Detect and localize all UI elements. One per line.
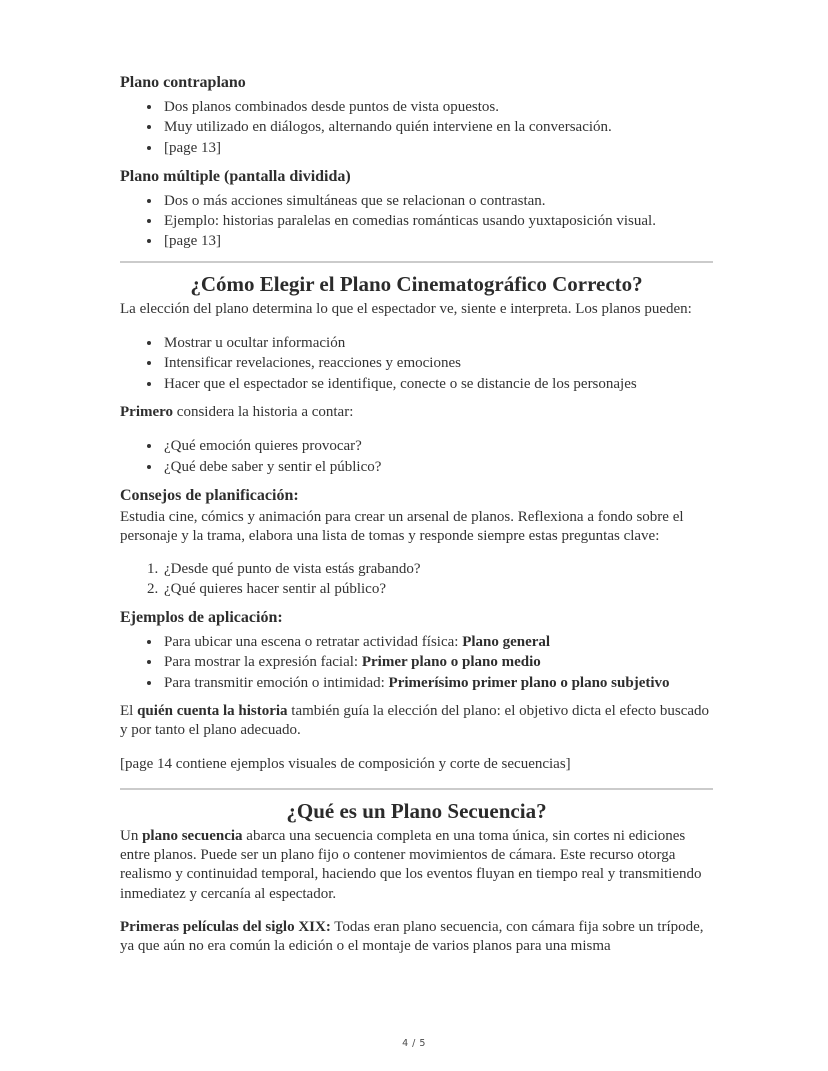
bullet-list-ejemplos <box>120 632 713 693</box>
numbered-item: 2. ¿Qué quieres hacer sentir al público? <box>162 580 713 599</box>
primero-rest-text: considera la historia a contar: <box>173 403 354 420</box>
primeras-rest-text: Todas eran plano secuencia, con cámara fija sobre un trípode, ya que aún no era común la edición o el montaje de varios planos para una misma <box>120 919 704 955</box>
bullet-list-capacidades <box>120 333 713 394</box>
bullet-item <box>162 652 713 672</box>
secuencia-post-text: abarca una secuencia completa en una toma única, sin cortes ni ediciones entre planos. Puede ser un plano fijo o contener movimientos de cámara. Este recurso otorga realismo y continuidad temporal, haciendo que los eventos fluyan en tiempo real y transmitiendo inmediatez y cercanía al espectador. <box>120 827 702 902</box>
section-divider <box>120 261 713 263</box>
secuencia-pre-text: Un <box>120 827 143 844</box>
secuencia-bold-text: plano secuencia <box>142 827 243 844</box>
ejemplo-plain-text: Para ubicar una escena o retratar actividad física: <box>164 634 463 651</box>
document-page <box>120 73 713 971</box>
bullet-item: • Hacer que el espectador se identifique, conecte o se distancie de los personajes <box>162 374 713 394</box>
section-divider <box>120 788 713 790</box>
bullet-item: • Ejemplo: historias paralelas en comedias románticas usando yuxtaposición visual. <box>162 211 713 231</box>
bullet-list-plano-multiple <box>120 191 713 252</box>
bullet-list-plano-contraplano <box>120 97 713 158</box>
heading-consejos: Consejos de planificación: <box>120 486 299 504</box>
ejemplo-bold-text: Plano general <box>462 634 551 651</box>
quien-pre-text: El <box>120 702 138 719</box>
bullet-item: • ¿Qué emoción quieres provocar? <box>162 436 713 456</box>
paragraph-consejos: Estudia cine, cómics y animación para crear un arsenal de planos. Reflexiona a fondo sobre el personaje y la trama, elabora una lista de tomas y responde siempre estas preguntas clave: <box>120 508 684 545</box>
ejemplo-bold-text: Primerísimo primer plano o plano subjetivo <box>388 674 670 691</box>
bullet-item: • Dos planos combinados desde puntos de vista opuestos. <box>162 97 713 117</box>
bullet-item <box>162 673 713 693</box>
heading-plano-contraplano: Plano contraplano <box>120 74 246 91</box>
heading-plano-multiple: Plano múltiple (pantalla dividida) <box>120 167 351 185</box>
bullet-item: • [page 13] <box>162 138 713 158</box>
quien-bold-text: quién cuenta la historia <box>137 702 288 719</box>
primeras-bold-text: Primeras películas del siglo XIX: <box>120 919 331 936</box>
numbered-list-preguntas <box>120 560 713 599</box>
paragraph-page14-note: [page 14 contiene ejemplos visuales de composición y corte de secuencias] <box>120 755 571 772</box>
bullet-item: • Muy utilizado en diálogos, alternando quién interviene en la conversación. <box>162 117 713 137</box>
numbered-item: 1. ¿Desde qué punto de vista estás grabando? <box>162 560 713 579</box>
bullet-item: • Mostrar u ocultar información <box>162 333 713 353</box>
heading-plano-secuencia: ¿Qué es un Plano Secuencia? <box>286 798 547 823</box>
paragraph-primero <box>120 403 713 422</box>
ejemplo-bold-text: Primer plano o plano medio <box>361 654 541 671</box>
bullet-item <box>162 632 713 652</box>
primero-bold-text: Primero <box>120 403 174 420</box>
paragraph-intro: La elección del plano determina lo que el espectador ve, siente e interpreta. Los planos pueden: <box>120 300 692 317</box>
paragraph-plano-secuencia <box>120 827 713 904</box>
bullet-item: • ¿Qué debe saber y sentir el público? <box>162 457 713 477</box>
heading-ejemplos: Ejemplos de aplicación: <box>120 609 283 627</box>
quien-post-text: también guía la elección del plano: el objetivo dicta el efecto buscado y por tanto el plano adecuado. <box>120 702 710 739</box>
paragraph-primeras-peliculas <box>120 918 713 957</box>
paragraph-quien-cuenta <box>120 702 713 741</box>
bullet-item: • Intensificar revelaciones, reacciones y emociones <box>162 353 713 373</box>
page-number: 4 / 5 <box>402 1038 426 1049</box>
ejemplo-plain-text: Para transmitir emoción o intimidad: <box>164 674 389 691</box>
heading-como-elegir: ¿Cómo Elegir el Plano Cinematográfico Correcto? <box>190 271 643 296</box>
bullet-item: • Dos o más acciones simultáneas que se relacionan o contrastan. <box>162 191 713 211</box>
ejemplo-plain-text: Para mostrar la expresión facial: <box>164 654 362 671</box>
bullet-list-primero <box>120 436 713 477</box>
bullet-item: • [page 13] <box>162 231 713 251</box>
